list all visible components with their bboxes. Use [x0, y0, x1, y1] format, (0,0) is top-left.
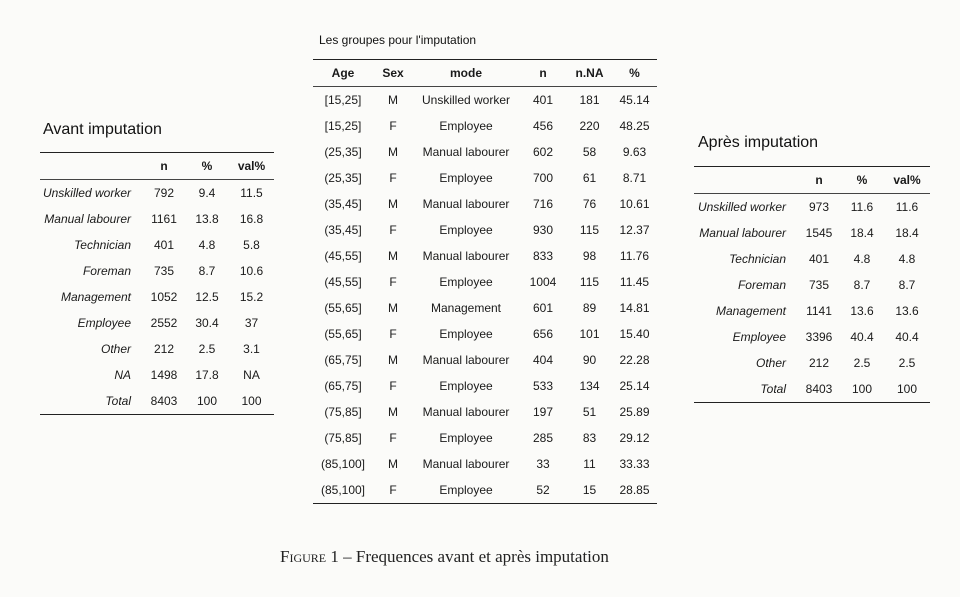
table-row	[694, 298, 930, 324]
center-cell: (25,35]	[324, 171, 362, 185]
table-row	[313, 243, 657, 269]
table-row	[694, 272, 930, 298]
table-row	[313, 399, 657, 425]
center-cell: M	[388, 93, 398, 107]
center-cell: Manual labourer	[422, 249, 510, 263]
center-cell: Employee	[439, 223, 493, 237]
table-row	[313, 295, 657, 321]
center-cell: Unskilled worker	[421, 93, 511, 107]
center-cell: 115	[579, 223, 600, 237]
right-cell: 11.6	[895, 200, 919, 214]
center-cell: M	[388, 457, 398, 471]
center-cell: Employee	[413, 477, 519, 504]
table-row	[313, 477, 657, 504]
left-cell: Unskilled worker	[42, 186, 131, 200]
left-header-cell: val%	[229, 153, 274, 180]
caption-text: Frequences avant et après imputation	[355, 547, 609, 566]
center-cell: (45,55]	[324, 275, 362, 289]
right-cell: 4.8	[853, 252, 871, 266]
center-cell: 11.45	[619, 275, 650, 289]
center-cell: 1004	[529, 275, 557, 289]
left-cell: 30.4	[195, 316, 219, 330]
right-header-cell: val%	[884, 167, 930, 194]
center-cell: 76	[582, 197, 597, 211]
left-cell: 5.8	[243, 238, 260, 252]
table-row	[313, 321, 657, 347]
center-cell: F	[389, 327, 397, 341]
right-header-cell	[694, 167, 798, 194]
left-cell: 1498	[150, 368, 178, 382]
right-cell: 8.7	[898, 278, 916, 292]
center-cell: M	[388, 301, 398, 315]
center-cell: 11	[583, 457, 596, 471]
center-cell: 601	[532, 301, 554, 315]
caption-separator: –	[338, 547, 356, 566]
center-cell: Employee	[439, 379, 493, 393]
table-row	[40, 258, 274, 284]
left-cell: NA	[114, 368, 131, 382]
right-cell: 8.7	[853, 278, 871, 292]
center-cell: 456	[532, 119, 554, 133]
right-cell: 973	[808, 200, 830, 214]
center-cell: F	[389, 223, 397, 237]
left-cell: 4.8	[198, 238, 216, 252]
right-cell: 13.6	[850, 304, 874, 318]
center-cell: (75,85]	[324, 405, 362, 419]
center-cell: Manual labourer	[422, 405, 510, 419]
left-cell: 212	[153, 342, 175, 356]
center-cell: 716	[532, 197, 554, 211]
center-cell: Management	[430, 301, 502, 315]
table-row	[313, 139, 657, 165]
table-row	[40, 336, 274, 362]
center-cell: 51	[582, 405, 597, 419]
center-cell: 930	[532, 223, 554, 237]
left-cell: 12.5	[195, 290, 219, 304]
center-cell: 401	[532, 93, 554, 107]
left-cell: 3.1	[243, 342, 260, 356]
left-cell: 792	[153, 186, 175, 200]
left-cell: 2.5	[198, 342, 216, 356]
center-cell: 9.63	[622, 145, 647, 159]
right-cell: Other	[755, 356, 786, 370]
left-cell: Employee	[77, 316, 131, 330]
center-cell: F	[373, 477, 413, 504]
left-cell: 37	[244, 316, 259, 330]
right-cell: 100	[884, 376, 930, 403]
left-header-cell: %	[185, 153, 229, 180]
right-cell: 1545	[805, 226, 833, 240]
table-row	[313, 347, 657, 373]
right-cell: 100	[840, 376, 884, 403]
center-header-row	[313, 60, 657, 87]
center-cell: M	[388, 249, 398, 263]
left-cell: 17.8	[195, 368, 219, 382]
table-row	[313, 269, 657, 295]
table-row	[313, 165, 657, 191]
left-cell: Total	[40, 388, 143, 415]
center-cell: M	[388, 405, 398, 419]
center-cell: 90	[582, 353, 597, 367]
table-row	[313, 191, 657, 217]
right-cell: Manual labourer	[699, 226, 786, 240]
center-table-title: Les groupes pour l'imputation	[319, 33, 477, 47]
center-cell: M	[388, 197, 398, 211]
left-cell: 16.8	[239, 212, 264, 226]
center-cell: 8.71	[622, 171, 647, 185]
center-cell: [15,25]	[324, 93, 362, 107]
table-row	[694, 376, 930, 403]
center-header-cell: mode	[413, 60, 519, 87]
center-cell: 89	[582, 301, 597, 315]
table-row	[40, 206, 274, 232]
center-cell: 101	[579, 327, 600, 341]
left-cell: 11.5	[240, 186, 263, 200]
center-cell: M	[388, 353, 398, 367]
table-row	[40, 232, 274, 258]
right-cell: Total	[694, 376, 798, 403]
left-cell: Management	[60, 290, 131, 304]
right-header-row	[694, 167, 930, 194]
right-frequency-table	[694, 166, 930, 403]
right-cell: 401	[808, 252, 830, 266]
center-cell: 22.28	[619, 353, 650, 367]
center-cell: 833	[532, 249, 554, 263]
right-table-title: Après imputation	[698, 134, 819, 151]
left-cell: 10.6	[239, 264, 264, 278]
figure-caption	[280, 547, 609, 567]
right-cell: 40.4	[850, 330, 874, 344]
imputation-groups-table	[313, 59, 657, 504]
right-cell: Technician	[729, 252, 786, 266]
right-cell: Foreman	[737, 278, 786, 292]
center-cell: (55,65]	[324, 301, 362, 315]
figure-label: Figure 1	[280, 547, 339, 566]
center-cell: (35,45]	[324, 197, 362, 211]
right-header-cell: %	[840, 167, 884, 194]
right-cell: 735	[808, 278, 830, 292]
center-cell: (35,45]	[324, 223, 362, 237]
right-cell: 18.4	[895, 226, 919, 240]
table-row	[313, 451, 657, 477]
left-cell: Manual labourer	[44, 212, 131, 226]
left-cell: Technician	[74, 238, 131, 252]
center-cell: 29.12	[619, 431, 650, 445]
center-cell: Employee	[439, 431, 493, 445]
center-cell: 700	[532, 171, 554, 185]
center-cell: 181	[579, 93, 600, 107]
center-cell: 14.81	[619, 301, 650, 315]
left-cell: Other	[100, 342, 131, 356]
left-header-cell	[40, 153, 143, 180]
center-cell: 10.61	[619, 197, 650, 211]
center-cell: 115	[579, 275, 600, 289]
center-cell: (45,55]	[324, 249, 362, 263]
center-cell: 602	[532, 145, 554, 159]
table-row	[694, 194, 930, 221]
right-cell: 11.6	[850, 200, 874, 214]
center-cell: M	[388, 145, 398, 159]
right-cell: Employee	[732, 330, 786, 344]
table-row	[40, 310, 274, 336]
table-row	[694, 324, 930, 350]
center-cell: 45.14	[619, 93, 650, 107]
left-cell: NA	[243, 368, 260, 382]
center-cell: 33	[536, 457, 550, 471]
left-cell: 15.2	[239, 290, 264, 304]
center-cell: 197	[532, 405, 554, 419]
table-row	[313, 425, 657, 451]
center-cell: 98	[582, 249, 597, 263]
right-cell: 18.4	[850, 226, 874, 240]
right-cell: 2.5	[898, 356, 916, 370]
center-cell: F	[389, 119, 397, 133]
right-cell: 4.8	[898, 252, 916, 266]
table-row	[40, 362, 274, 388]
center-header-cell: Age	[313, 60, 373, 87]
center-cell: 134	[579, 379, 600, 393]
center-header-cell: n.NA	[567, 60, 612, 87]
right-cell: 3396	[805, 330, 833, 344]
center-cell: F	[389, 275, 397, 289]
center-header-cell: %	[612, 60, 657, 87]
table-row	[313, 373, 657, 399]
center-cell: 656	[532, 327, 554, 341]
right-cell: 2.5	[853, 356, 871, 370]
table-row	[40, 180, 274, 207]
center-cell: Manual labourer	[422, 457, 510, 471]
left-cell: 13.8	[195, 212, 219, 226]
right-cell: Unskilled worker	[697, 200, 786, 214]
center-cell: (65,75]	[324, 353, 362, 367]
center-cell: Employee	[439, 327, 493, 341]
center-cell: 533	[532, 379, 554, 393]
center-cell: (65,75]	[324, 379, 362, 393]
right-cell: 1141	[806, 304, 832, 318]
table-row	[40, 388, 274, 415]
left-header-cell: n	[143, 153, 185, 180]
left-cell: Foreman	[82, 264, 131, 278]
table-row	[694, 220, 930, 246]
center-cell: Employee	[439, 119, 493, 133]
left-cell: 8.7	[198, 264, 216, 278]
left-cell: 401	[153, 238, 175, 252]
center-cell: 52	[519, 477, 567, 504]
center-cell: 25.14	[619, 379, 650, 393]
table-row	[40, 284, 274, 310]
right-cell: 212	[808, 356, 830, 370]
center-cell: (75,85]	[324, 431, 362, 445]
center-cell: Employee	[439, 275, 493, 289]
left-cell: 735	[153, 264, 175, 278]
left-frequency-table	[40, 152, 274, 415]
center-cell: 28.85	[612, 477, 657, 504]
center-header-cell: Sex	[373, 60, 413, 87]
center-cell: F	[389, 171, 397, 185]
center-cell: 33.33	[619, 457, 650, 471]
center-cell: (85,100]	[313, 477, 373, 504]
center-cell: Manual labourer	[422, 197, 510, 211]
table-row	[694, 350, 930, 376]
center-cell: 83	[582, 431, 597, 445]
center-cell: 25.89	[619, 405, 650, 419]
center-cell: (55,65]	[324, 327, 362, 341]
table-row	[313, 113, 657, 139]
center-cell: 404	[532, 353, 554, 367]
center-cell: 15.40	[619, 327, 650, 341]
center-cell: F	[389, 379, 397, 393]
right-cell: 40.4	[895, 330, 919, 344]
center-cell: Manual labourer	[422, 145, 510, 159]
left-cell: 100	[185, 388, 229, 415]
left-table-title: Avant imputation	[43, 121, 162, 138]
center-cell: 15	[567, 477, 612, 504]
left-cell: 100	[229, 388, 274, 415]
left-header-row	[40, 153, 274, 180]
table-row	[694, 246, 930, 272]
center-cell: 48.25	[619, 119, 650, 133]
right-header-cell: n	[798, 167, 840, 194]
center-cell: (25,35]	[324, 145, 362, 159]
center-cell: 220	[579, 119, 600, 133]
center-cell: 11.76	[619, 249, 650, 263]
right-cell: 13.6	[895, 304, 919, 318]
center-header-cell: n	[519, 60, 567, 87]
center-cell: 61	[582, 171, 597, 185]
right-cell: Management	[715, 304, 786, 318]
table-row	[313, 217, 657, 243]
right-cell: 8403	[798, 376, 840, 403]
left-cell: 9.4	[198, 186, 216, 200]
center-cell: F	[389, 431, 397, 445]
left-cell: 2552	[150, 316, 178, 330]
center-cell: 12.37	[619, 223, 650, 237]
center-cell: Manual labourer	[422, 353, 510, 367]
center-cell: Employee	[439, 171, 493, 185]
center-cell: 58	[582, 145, 597, 159]
left-cell: 1161	[151, 212, 177, 226]
center-cell: 285	[532, 431, 554, 445]
table-row	[313, 87, 657, 114]
center-cell: [15,25]	[324, 119, 362, 133]
left-cell: 8403	[143, 388, 185, 415]
center-cell: (85,100]	[320, 457, 366, 471]
left-cell: 1052	[150, 290, 178, 304]
